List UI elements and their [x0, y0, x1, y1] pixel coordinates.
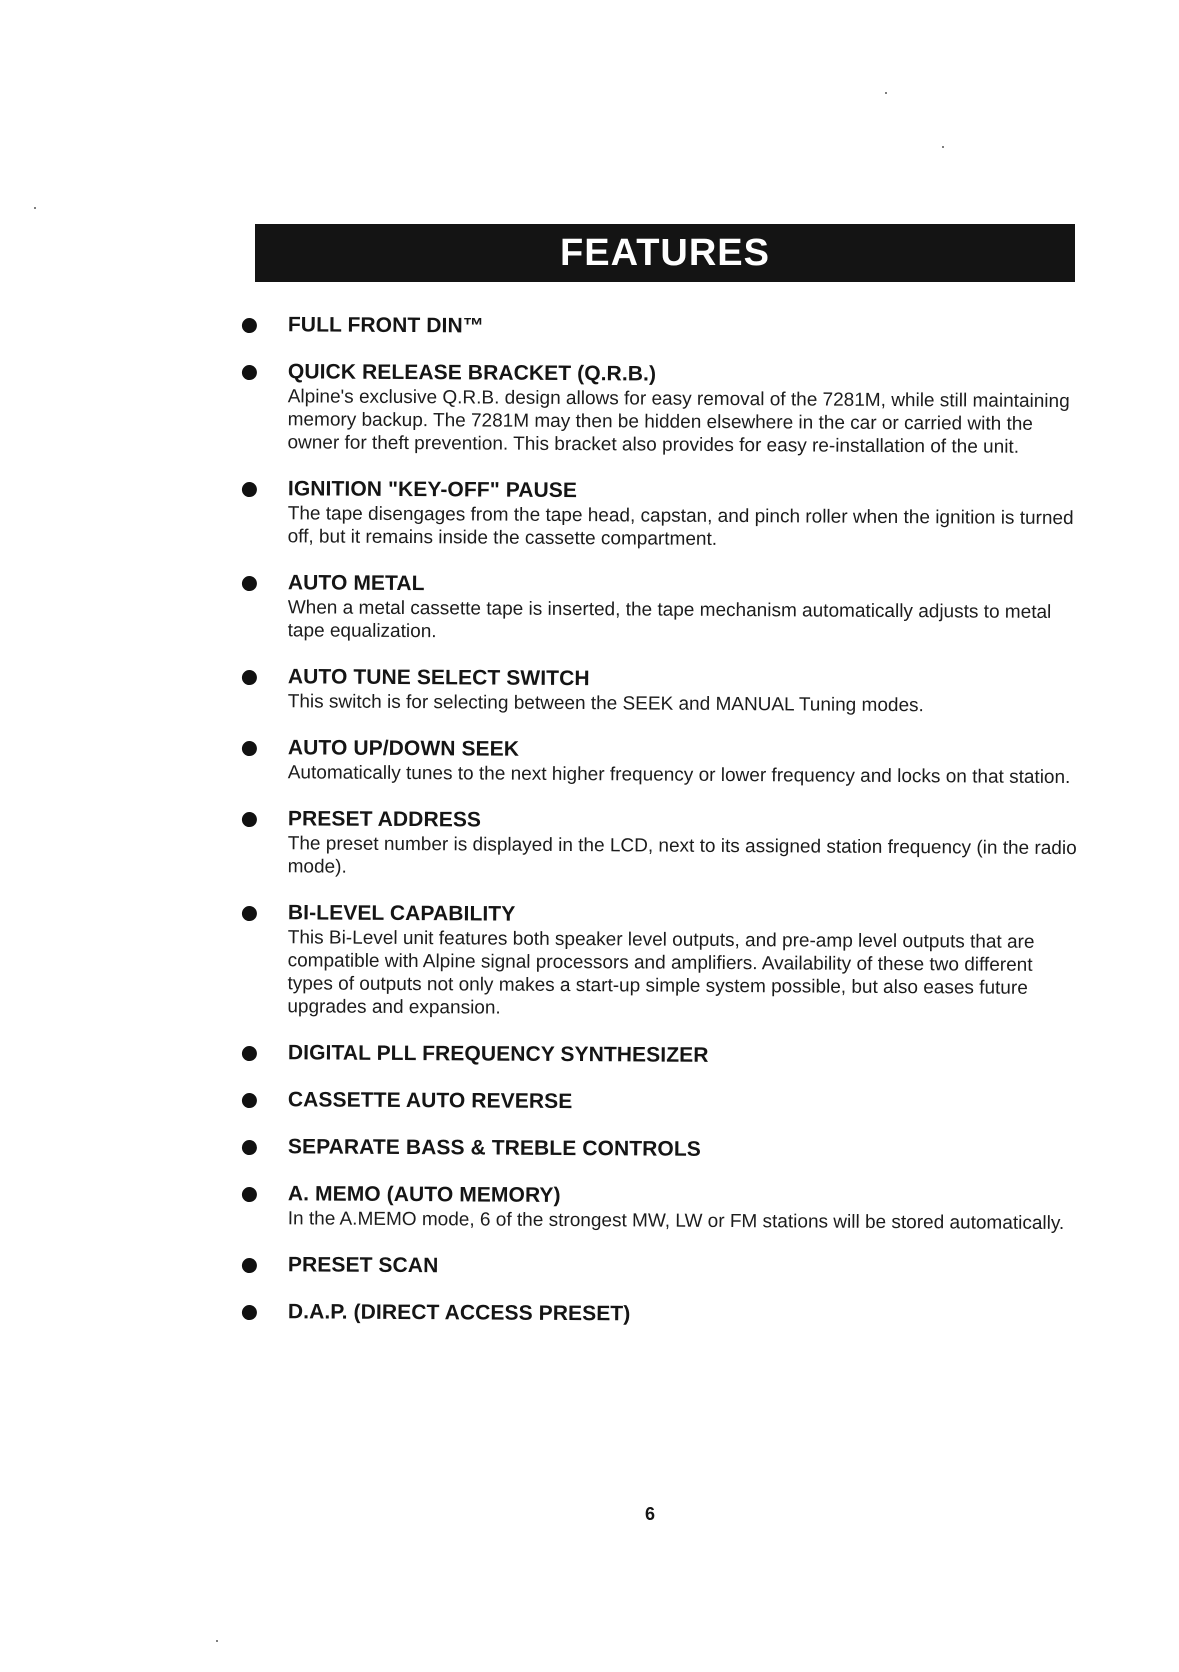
feature-item	[240, 476, 1080, 553]
bullet-icon	[242, 1093, 257, 1108]
feature-description: The preset number is displayed in the LCD, next to its assigned station frequency (in the radio mode).	[287, 833, 1077, 878]
feature-title: SEPARATE BASS & TREBLE CONTROLS	[287, 1135, 702, 1161]
feature-description: Alpine's exclusive Q.R.B. design allows for easy removal of the 7281M, while still maintaining memory backup. The 7281M may then be hidden elsewhere in the car or carried with the owner for theft prevention. This bracket also provides for easy re-installation of the unit.	[287, 386, 1070, 458]
scan-speck	[885, 92, 887, 94]
feature-item	[240, 1252, 1080, 1282]
feature-item	[240, 735, 1080, 789]
bullet-icon	[242, 1305, 257, 1320]
feature-title: AUTO UP/DOWN SEEK	[287, 736, 520, 761]
bullet-icon	[242, 576, 257, 591]
feature-title: A. MEMO (AUTO MEMORY)	[287, 1182, 561, 1207]
feature-description: This switch is for selecting between the SEEK and MANUAL Tuning modes.	[287, 691, 924, 717]
bullet-icon	[242, 741, 257, 756]
feature-description: When a metal cassette tape is inserted, the tape mechanism automatically adjusts to metal tape equalization.	[287, 597, 1052, 643]
feature-title: AUTO METAL	[287, 571, 425, 596]
bullet-icon	[242, 906, 257, 921]
bullet-icon	[242, 1187, 257, 1202]
feature-item	[240, 1181, 1080, 1235]
feature-title: QUICK RELEASE BRACKET (Q.R.B.)	[287, 360, 657, 386]
scan-speck	[34, 207, 36, 209]
feature-title: AUTO TUNE SELECT SWITCH	[287, 665, 590, 691]
bullet-icon	[242, 812, 257, 827]
bullet-icon	[242, 318, 257, 333]
feature-item	[239, 359, 1080, 459]
feature-description: This Bi-Level unit features both speaker level outputs, and pre-amp level outputs that are compatible with Alpine signal processors and amplifiers. Availability of these two different types of outputs not only makes a start-up simple system possible, but also eases future upgrades and expansion.	[287, 927, 1035, 1019]
bullet-icon	[242, 1046, 257, 1061]
page-number: 6	[645, 1504, 656, 1524]
feature-title: FULL FRONT DIN™	[287, 313, 484, 338]
feature-description: Automatically tunes to the next higher frequency or lower frequency and locks on that station.	[287, 762, 1071, 789]
feature-item	[240, 1134, 1080, 1164]
bullet-icon	[242, 365, 257, 380]
bullet-icon	[242, 1258, 257, 1273]
features-header-bar	[255, 224, 1075, 282]
bullet-icon	[242, 1140, 257, 1155]
scan-speck	[216, 1640, 218, 1642]
bullet-icon	[242, 670, 257, 685]
feature-description: In the A.MEMO mode, 6 of the strongest MW, LW or FM stations will be stored automatically.	[287, 1208, 1065, 1235]
page-title: FEATURES	[560, 231, 770, 274]
feature-title: PRESET SCAN	[287, 1253, 439, 1278]
feature-title: PRESET ADDRESS	[287, 807, 482, 832]
feature-title: BI-LEVEL CAPABILITY	[287, 901, 516, 926]
feature-item	[240, 664, 1080, 718]
bullet-icon	[242, 482, 257, 497]
feature-title: IGNITION "KEY-OFF" PAUSE	[287, 477, 578, 503]
feature-title: DIGITAL PLL FREQUENCY SYNTHESIZER	[287, 1041, 709, 1067]
feature-list	[240, 312, 1080, 1346]
feature-item	[240, 570, 1080, 647]
feature-title: D.A.P. (DIRECT ACCESS PRESET)	[287, 1300, 631, 1326]
feature-description: The tape disengages from the tape head, capstan, and pinch roller when the ignition is turned off, but it remains inside the cassette compartment.	[287, 503, 1074, 550]
feature-item	[240, 806, 1080, 883]
feature-item	[240, 1040, 1080, 1070]
scan-speck	[942, 146, 944, 148]
feature-item	[240, 1087, 1080, 1117]
feature-title: CASSETTE AUTO REVERSE	[287, 1088, 573, 1114]
feature-item	[239, 900, 1080, 1023]
feature-item	[240, 312, 1080, 342]
feature-item	[240, 1299, 1080, 1329]
